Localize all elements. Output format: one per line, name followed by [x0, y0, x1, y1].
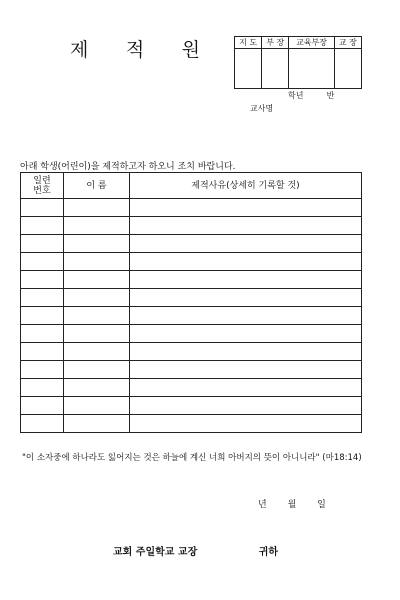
- reason-cell[interactable]: [130, 361, 362, 379]
- column-header-reason: 제적사유(상세히 기록할 것): [130, 173, 362, 199]
- reason-cell[interactable]: [130, 235, 362, 253]
- name-cell[interactable]: [64, 379, 130, 397]
- serial-cell[interactable]: [21, 307, 64, 325]
- reason-cell[interactable]: [130, 289, 362, 307]
- class-label: 반: [326, 91, 335, 100]
- table-row: [21, 253, 362, 271]
- name-cell[interactable]: [64, 217, 130, 235]
- column-header-serial-line2: 번호: [33, 185, 51, 196]
- approval-sign-supervisor[interactable]: [235, 49, 262, 89]
- table-row: [21, 379, 362, 397]
- name-cell[interactable]: [64, 199, 130, 217]
- name-cell[interactable]: [64, 343, 130, 361]
- name-cell[interactable]: [64, 325, 130, 343]
- column-header-serial-line1: 일련: [33, 175, 51, 186]
- date-day-label: 일: [317, 500, 326, 510]
- table-row: [21, 199, 362, 217]
- serial-cell[interactable]: [21, 217, 64, 235]
- intro-text: 아래 학생(어린이)을 제적하고자 하오니 조치 바랍니다.: [20, 162, 236, 172]
- title-char: 원: [181, 39, 200, 61]
- serial-cell[interactable]: [21, 415, 64, 433]
- footer-recipient: [113, 543, 278, 558]
- serial-cell[interactable]: [21, 379, 64, 397]
- name-cell[interactable]: [64, 415, 130, 433]
- table-row: [21, 415, 362, 433]
- approval-sign-department-head[interactable]: [262, 49, 289, 89]
- table-row: [21, 217, 362, 235]
- reason-cell[interactable]: [130, 343, 362, 361]
- serial-cell[interactable]: [21, 271, 64, 289]
- bible-quote: "이 소자중에 하나라도 잃어지는 것은 하늘에 계신 너희 아버지의 뜻이 아니니라" (마18:14): [22, 453, 362, 463]
- approval-sign-education-head[interactable]: [289, 49, 335, 89]
- grade-label: 학년: [288, 91, 304, 100]
- serial-cell[interactable]: [21, 325, 64, 343]
- page-title: [70, 35, 200, 62]
- table-body: [21, 199, 362, 433]
- name-cell[interactable]: [64, 361, 130, 379]
- serial-cell[interactable]: [21, 361, 64, 379]
- reason-cell[interactable]: [130, 271, 362, 289]
- table-row: [21, 325, 362, 343]
- approval-header-department-head: 부 장: [262, 37, 289, 49]
- reason-cell[interactable]: [130, 217, 362, 235]
- honorific-label: 귀하: [258, 547, 279, 558]
- date-year-label: 년: [258, 500, 267, 510]
- reason-cell[interactable]: [130, 415, 362, 433]
- table-row: [21, 361, 362, 379]
- date-line: [258, 497, 326, 510]
- serial-cell[interactable]: [21, 289, 64, 307]
- table-row: [21, 289, 362, 307]
- name-cell[interactable]: [64, 289, 130, 307]
- approval-header-principal: 교 장: [334, 37, 361, 49]
- table-row: [21, 271, 362, 289]
- approval-header-education-head: 교육부장: [289, 37, 335, 49]
- name-cell[interactable]: [64, 397, 130, 415]
- name-cell[interactable]: [64, 235, 130, 253]
- reason-cell[interactable]: [130, 253, 362, 271]
- name-cell[interactable]: [64, 271, 130, 289]
- approval-sign-principal[interactable]: [334, 49, 361, 89]
- table-row: [21, 397, 362, 415]
- grade-class-line: [288, 90, 334, 101]
- reason-cell[interactable]: [130, 307, 362, 325]
- serial-cell[interactable]: [21, 253, 64, 271]
- title-char: 제: [70, 39, 89, 61]
- reason-cell[interactable]: [130, 199, 362, 217]
- table-row: [21, 343, 362, 361]
- table-row: [21, 235, 362, 253]
- column-header-name: 이 름: [64, 173, 130, 199]
- reason-cell[interactable]: [130, 397, 362, 415]
- teacher-name-label: 교사명: [250, 104, 274, 113]
- title-char: 적: [125, 39, 145, 61]
- serial-cell[interactable]: [21, 235, 64, 253]
- column-header-serial: [21, 173, 64, 199]
- date-month-label: 월: [287, 500, 297, 510]
- name-cell[interactable]: [64, 307, 130, 325]
- serial-cell[interactable]: [21, 343, 64, 361]
- reason-cell[interactable]: [130, 325, 362, 343]
- serial-cell[interactable]: [21, 199, 64, 217]
- approval-box: [234, 36, 362, 89]
- serial-cell[interactable]: [21, 397, 64, 415]
- withdrawal-table: [20, 172, 362, 433]
- reason-cell[interactable]: [130, 379, 362, 397]
- recipient-label: 교회 주일학교 교장: [113, 547, 198, 558]
- name-cell[interactable]: [64, 253, 130, 271]
- approval-header-supervisor: 지 도: [235, 37, 262, 49]
- table-row: [21, 307, 362, 325]
